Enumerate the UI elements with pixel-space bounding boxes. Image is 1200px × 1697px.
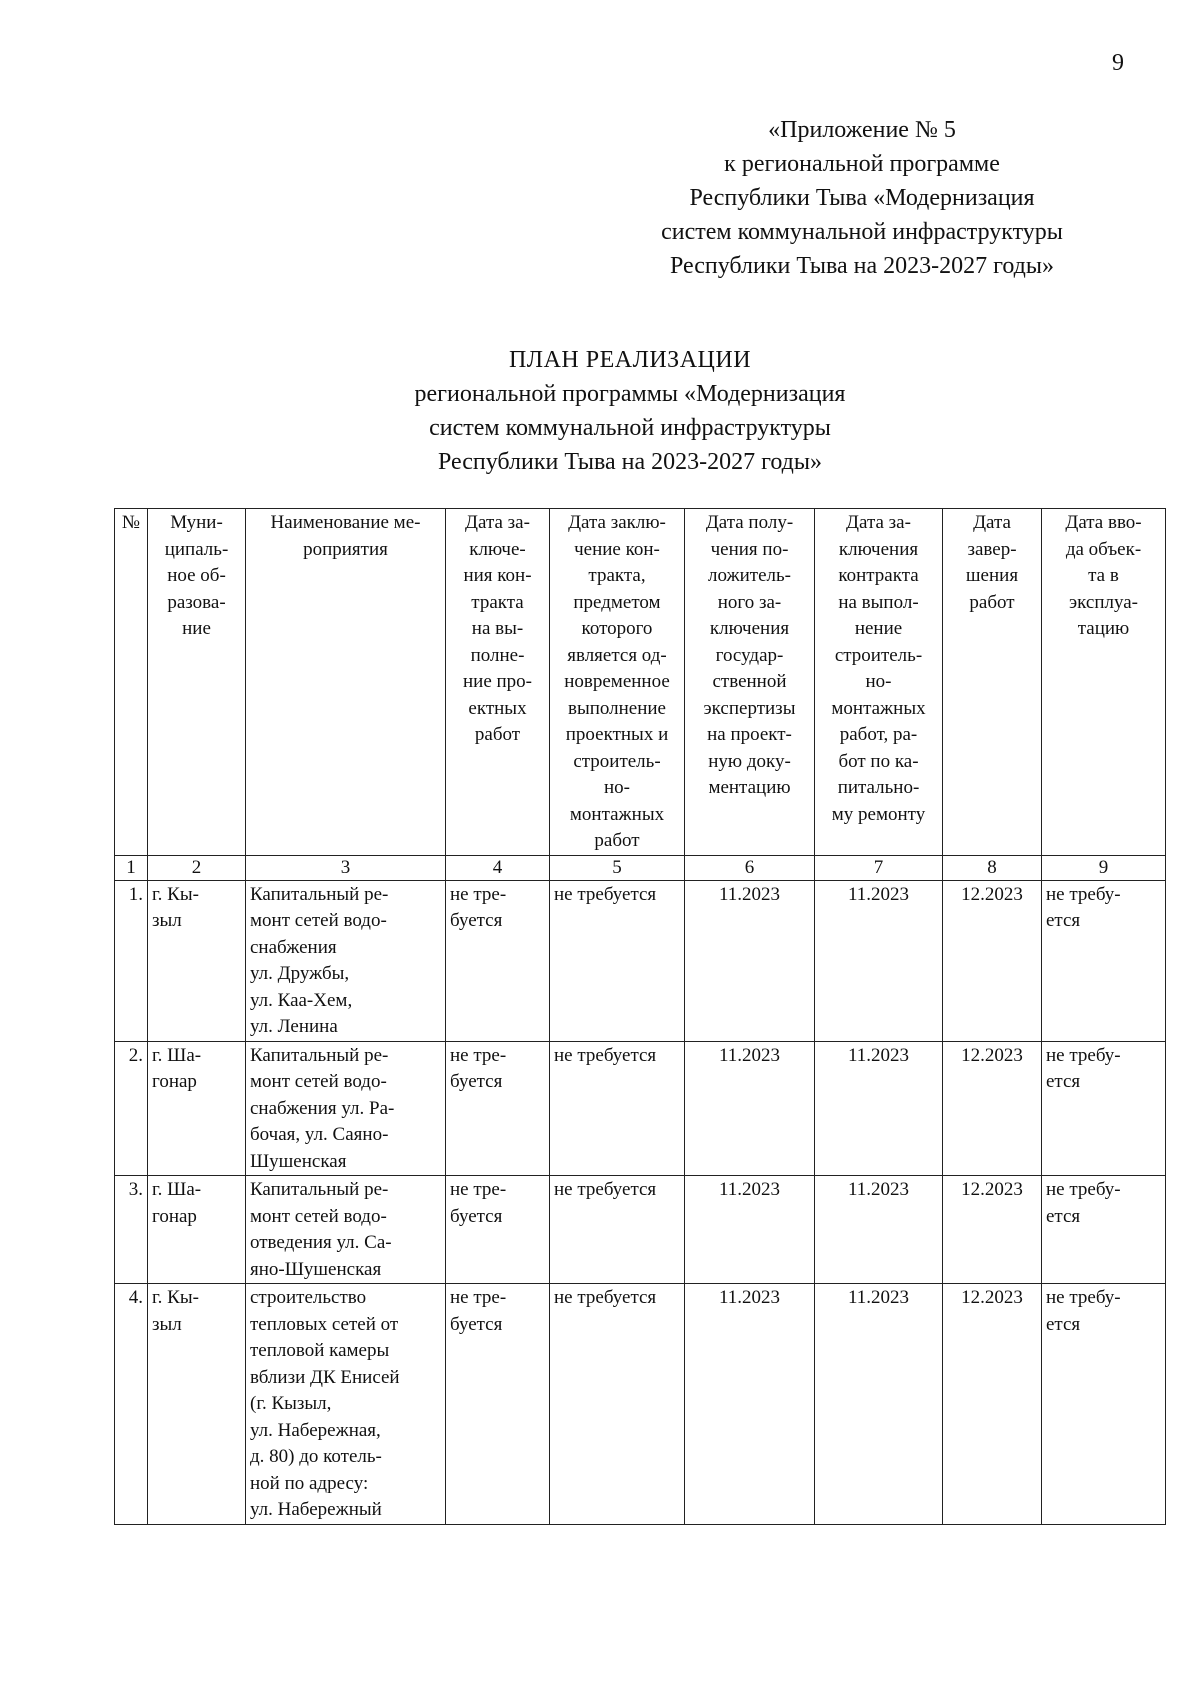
column-number: 8: [943, 855, 1042, 880]
cell-line: 11.2023: [718, 1287, 781, 1308]
expertise-date-cell: [685, 1041, 815, 1176]
cell-line: монтажных: [831, 697, 926, 719]
cell-line: 12.2023: [961, 883, 1023, 905]
appendix-line: к региональной программе: [724, 151, 1000, 177]
cell-line: зыл: [152, 910, 182, 931]
combined-contract-date-cell: [550, 880, 685, 1041]
column-number: 6: [685, 855, 815, 880]
cell-line: шения: [965, 565, 1019, 586]
cell-line: ную доку-: [708, 750, 791, 772]
table-row: [115, 1284, 1166, 1525]
cell-line: строитель-: [834, 644, 923, 666]
cell-line: ул. Дружбы,: [250, 963, 350, 984]
cell-line: гонар: [152, 1071, 197, 1092]
cell-line: 11.2023: [847, 883, 910, 905]
cell-line: ул. Набережный: [250, 1499, 382, 1520]
cell-line: контракта: [838, 565, 919, 586]
row-number: 2.: [115, 1041, 148, 1176]
cell-line: работ: [474, 724, 521, 745]
cell-line: выполнение: [567, 697, 666, 719]
cell-line: ул. Каа-Хем,: [250, 989, 353, 1011]
cell-line: 11.2023: [847, 1179, 910, 1200]
plan-title: [330, 343, 930, 479]
cell-line: чение кон-: [574, 538, 660, 560]
cell-line: зыл: [152, 1313, 182, 1335]
cell-line: Дата заклю-: [568, 512, 666, 533]
header-cell: [943, 509, 1042, 856]
row-number: 3.: [115, 1176, 148, 1284]
event-name-cell: [246, 1041, 446, 1176]
cell-line: ется: [1046, 910, 1081, 931]
cell-line: 12.2023: [961, 1287, 1023, 1308]
plan-title-line: региональной программы «Модернизация: [414, 381, 846, 407]
cell-line: тепловых сетей от: [250, 1313, 399, 1335]
cell-line: государ-: [715, 644, 784, 666]
table-row: [115, 1176, 1166, 1284]
cell-line: нение: [854, 618, 903, 639]
row-number: 4.: [115, 1284, 148, 1525]
cell-line: Шушенская: [250, 1150, 347, 1172]
header-cell: [685, 509, 815, 856]
cell-line: Капитальный ре-: [250, 1179, 389, 1200]
plan-title-line: систем коммунальной инфраструктуры: [429, 415, 831, 441]
cell-line: 11.2023: [718, 1044, 781, 1066]
cell-line: не тре-: [450, 1287, 507, 1308]
commissioning-date-cell: [1042, 1176, 1166, 1284]
cell-line: да объек-: [1065, 538, 1142, 560]
construction-contract-date-cell: [815, 1284, 943, 1525]
cell-line: работ: [969, 591, 1015, 613]
cell-line: ципаль-: [164, 538, 229, 560]
cell-line: не тре-: [450, 883, 507, 905]
cell-line: отведения ул. Са-: [250, 1232, 392, 1253]
commissioning-date-cell: [1042, 1041, 1166, 1176]
commissioning-date-cell: [1042, 1284, 1166, 1525]
cell-line: буется: [450, 1071, 503, 1092]
header-cell: [1042, 509, 1166, 856]
appendix-line: Республики Тыва на 2023-2027 годы»: [669, 253, 1055, 279]
cell-line: г. Кы-: [152, 883, 199, 905]
cell-line: Дата полу-: [705, 512, 794, 533]
cell-line: завер-: [967, 538, 1017, 560]
cell-line: Дата за-: [846, 512, 911, 533]
cell-line: не требуется: [554, 1044, 657, 1066]
column-number: 5: [550, 855, 685, 880]
column-number: 1: [115, 855, 148, 880]
cell-line: ется: [1046, 1071, 1081, 1092]
cell-line: Муни-: [170, 512, 223, 533]
cell-line: на выпол-: [838, 591, 919, 613]
cell-line: но-: [604, 777, 630, 798]
cell-line: ние про-: [462, 671, 532, 692]
cell-line: ментацию: [708, 777, 791, 798]
cell-line: тацию: [1077, 618, 1130, 639]
column-number: 2: [148, 855, 246, 880]
cell-line: 11.2023: [718, 883, 781, 905]
header-cell: [246, 509, 446, 856]
header-cell: [550, 509, 685, 856]
cell-line: снабжения: [250, 936, 337, 958]
row-number: 1.: [115, 880, 148, 1041]
cell-line: не требу-: [1046, 1287, 1121, 1308]
page-number: 9: [1112, 50, 1124, 76]
municipality-cell: [148, 880, 246, 1041]
cell-line: №: [121, 512, 141, 533]
cell-line: ния кон-: [463, 565, 532, 586]
cell-line: Наименование ме-: [270, 512, 421, 533]
expertise-date-cell: [685, 880, 815, 1041]
appendix-line: «Приложение № 5: [768, 117, 956, 143]
cell-line: питально-: [837, 777, 920, 798]
cell-line: му ремонту: [831, 803, 926, 825]
cell-line: проектных и: [565, 724, 669, 745]
design-contract-date-cell: [446, 880, 550, 1041]
cell-line: монтажных: [569, 803, 665, 825]
cell-line: ние: [182, 618, 211, 639]
cell-line: ется: [1046, 1205, 1081, 1227]
expertise-date-cell: [685, 1284, 815, 1525]
cell-line: (г. Кызыл,: [250, 1393, 332, 1414]
column-number: 3: [246, 855, 446, 880]
construction-contract-date-cell: [815, 1041, 943, 1176]
cell-line: не требуется: [554, 1287, 657, 1308]
cell-line: яно-Шушенская: [250, 1258, 382, 1280]
cell-line: не требуется: [554, 1179, 657, 1200]
cell-line: г. Кы-: [152, 1287, 199, 1308]
cell-line: 11.2023: [847, 1044, 910, 1066]
cell-line: ное об-: [167, 565, 226, 586]
cell-line: ул. Ленина: [250, 1016, 338, 1037]
cell-line: монт сетей водо-: [250, 1071, 387, 1092]
cell-line: на вы-: [471, 618, 524, 639]
cell-line: буется: [450, 910, 503, 931]
cell-line: тракта,: [588, 565, 646, 586]
cell-line: бот по ка-: [838, 750, 919, 772]
column-number: 9: [1042, 855, 1166, 880]
cell-line: строительство: [250, 1287, 367, 1308]
column-number: 4: [446, 855, 550, 880]
header-cell: [115, 509, 148, 856]
cell-line: снабжения ул. Ра-: [250, 1097, 395, 1119]
appendix-header: [612, 113, 1112, 283]
cell-line: д. 80) до котель-: [250, 1446, 382, 1467]
event-name-cell: [246, 880, 446, 1041]
cell-line: строитель-: [573, 750, 661, 772]
cell-line: является од-: [567, 644, 667, 666]
cell-line: вблизи ДК Енисей: [250, 1366, 400, 1388]
cell-line: Дата за-: [465, 512, 530, 533]
event-name-cell: [246, 1284, 446, 1525]
cell-line: не требу-: [1046, 1179, 1121, 1200]
design-contract-date-cell: [446, 1041, 550, 1176]
cell-line: разова-: [167, 591, 226, 613]
cell-line: 12.2023: [961, 1179, 1023, 1200]
construction-contract-date-cell: [815, 880, 943, 1041]
table-header-row: [115, 509, 1166, 856]
plan-title-line: Республики Тыва на 2023-2027 годы»: [437, 449, 823, 475]
cell-line: 12.2023: [961, 1044, 1023, 1066]
cell-line: не требу-: [1046, 1044, 1121, 1066]
cell-line: ложитель-: [707, 565, 791, 586]
cell-line: Дата: [973, 512, 1011, 533]
cell-line: 11.2023: [718, 1179, 781, 1200]
appendix-line: Республики Тыва «Модернизация: [689, 185, 1035, 211]
cell-line: роприятия: [303, 538, 388, 560]
appendix-line: систем коммунальной инфраструктуры: [661, 219, 1063, 245]
cell-line: та в: [1088, 565, 1119, 586]
design-contract-date-cell: [446, 1284, 550, 1525]
header-cell: [148, 509, 246, 856]
completion-date-cell: [943, 1176, 1042, 1284]
expertise-date-cell: [685, 1176, 815, 1284]
table-row: [115, 880, 1166, 1041]
cell-line: чения по-: [710, 538, 789, 560]
cell-line: бочая, ул. Саяно-: [250, 1124, 389, 1145]
cell-line: Дата вво-: [1065, 512, 1142, 533]
cell-line: ключе-: [469, 538, 526, 560]
table-row: [115, 1041, 1166, 1176]
cell-line: новременное: [564, 671, 670, 692]
combined-contract-date-cell: [550, 1176, 685, 1284]
completion-date-cell: [943, 880, 1042, 1041]
column-number: 7: [815, 855, 943, 880]
cell-line: тепловой камеры: [250, 1340, 390, 1361]
combined-contract-date-cell: [550, 1284, 685, 1525]
commissioning-date-cell: [1042, 880, 1166, 1041]
completion-date-cell: [943, 1284, 1042, 1525]
cell-line: монт сетей водо-: [250, 910, 387, 931]
cell-line: эксплуа-: [1068, 591, 1138, 613]
table-body: [115, 880, 1166, 1524]
cell-line: которого: [581, 618, 653, 639]
cell-line: предметом: [573, 591, 661, 613]
cell-line: ключения: [709, 618, 790, 639]
column-number-row: [115, 855, 1166, 880]
cell-line: ственной: [712, 671, 787, 692]
cell-line: ул. Набережная,: [250, 1419, 381, 1441]
municipality-cell: [148, 1041, 246, 1176]
cell-line: буется: [450, 1313, 503, 1335]
cell-line: г. Ша-: [152, 1044, 202, 1066]
municipality-cell: [148, 1284, 246, 1525]
cell-line: экспертизы: [703, 697, 796, 719]
cell-line: не тре-: [450, 1179, 507, 1200]
implementation-plan-table: [114, 508, 1166, 1525]
cell-line: на проект-: [707, 724, 792, 745]
event-name-cell: [246, 1176, 446, 1284]
cell-line: не требу-: [1046, 883, 1121, 905]
completion-date-cell: [943, 1041, 1042, 1176]
cell-line: работ, ра-: [839, 724, 918, 745]
cell-line: монт сетей водо-: [250, 1205, 387, 1227]
cell-line: полне-: [470, 644, 525, 666]
construction-contract-date-cell: [815, 1176, 943, 1284]
municipality-cell: [148, 1176, 246, 1284]
cell-line: Капитальный ре-: [250, 883, 389, 905]
cell-line: ной по адресу:: [250, 1472, 369, 1494]
cell-line: гонар: [152, 1205, 197, 1227]
header-cell: [446, 509, 550, 856]
cell-line: 11.2023: [847, 1287, 910, 1308]
cell-line: не требуется: [554, 883, 657, 905]
header-cell: [815, 509, 943, 856]
plan-heading: ПЛАН РЕАЛИЗАЦИИ: [508, 347, 752, 373]
cell-line: не тре-: [450, 1044, 507, 1066]
design-contract-date-cell: [446, 1176, 550, 1284]
cell-line: Капитальный ре-: [250, 1044, 389, 1066]
cell-line: но-: [865, 671, 892, 692]
cell-line: ного за-: [717, 591, 782, 613]
cell-line: ется: [1046, 1313, 1081, 1335]
cell-line: работ: [594, 830, 640, 851]
cell-line: ключения: [838, 538, 919, 560]
cell-line: тракта: [471, 591, 524, 613]
cell-line: г. Ша-: [152, 1179, 202, 1200]
cell-line: буется: [450, 1205, 503, 1227]
combined-contract-date-cell: [550, 1041, 685, 1176]
cell-line: ектных: [468, 697, 527, 719]
